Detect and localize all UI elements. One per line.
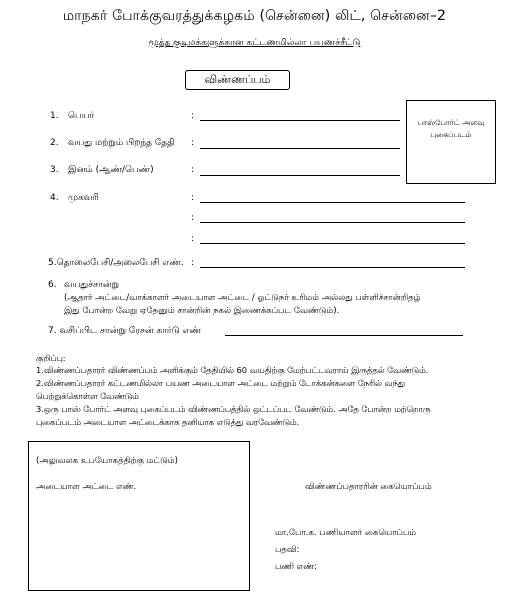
field-6-label: வயதுச்சான்று	[64, 280, 120, 290]
field-2-colon: :	[191, 138, 195, 148]
photo-box-text	[407, 117, 495, 141]
field-4-colon-1: :	[191, 193, 195, 203]
field-1-colon: :	[191, 111, 195, 121]
address-line-2[interactable]	[200, 222, 465, 223]
staff-signature-label: மா.போ.க. பணியாளர் கையொப்பம்	[275, 528, 417, 538]
address-line-1[interactable]	[200, 202, 465, 203]
note-3-line-1: 3.ஒரு பாஸ் போர்ட் அளவு புகைப்படம் விண்ணப்பத்தில் ஒட்டப்பட வேண்டும். அதே போன்ற மற்றொரு	[36, 404, 431, 414]
photo-box-line2: புகைப்படம்	[430, 130, 472, 139]
form-title: விண்ணப்பம்	[204, 73, 271, 86]
phone-input-line[interactable]	[200, 267, 465, 268]
photo-box-line1: பாஸ்போர்ட் அளவு	[417, 118, 485, 127]
field-1-label: பெயர்	[68, 111, 95, 121]
field-4-number: 4.	[50, 193, 59, 203]
ration-card-input-line[interactable]	[225, 335, 463, 336]
applicant-signature-label: விண்ணப்பதாரரின் கையொப்பம்	[305, 482, 432, 492]
field-3-input-line[interactable]	[200, 175, 400, 176]
field-4-colon-2: :	[191, 213, 195, 223]
field-4-colon-3: :	[191, 234, 195, 244]
field-1-number: 1.	[50, 111, 59, 121]
document-title: மாநகர் போக்குவரத்துக்கழகம் (சென்னை) லிட், சென்னை–2	[62, 8, 447, 24]
field-3-label: இனம் (ஆண்/பெண்)	[68, 165, 154, 175]
notes-heading: குறிப்பு:	[36, 353, 66, 363]
designation-label: பதவி:	[275, 545, 300, 555]
office-use-label: (அலுவலக உபயோகத்திற்கு மட்டும்)	[36, 456, 178, 466]
employee-number-label: பணி எண்:	[275, 562, 317, 572]
field-3-colon: :	[191, 165, 195, 175]
field-6-note-line-1: (ஆதார் அட்டை/வாக்காளர் அடையாள அட்டை / ஓட்டுநர் உரிமம் அல்லது பள்ளிச்சான்றிதழ்	[64, 293, 421, 303]
field-5-label: 5.தொலைபேசி/அலைபேசி எண்.	[48, 258, 184, 268]
note-2-line-1: 2.விண்ணப்பதாரர் கட்டணமில்லா பயண அடையாள அட்டை மற்றும் டோக்கன்களை நேரில் வந்து	[36, 378, 405, 388]
note-1: 1.விண்ணப்பதாரர் விண்ணப்பம் அளிக்கும் தேதியில் 60 வயதிற்கு மேற்பட்டவராய் இருத்தல் வேண்டும்.	[36, 365, 429, 375]
field-6-number: 6.	[48, 280, 57, 290]
field-2-input-line[interactable]	[200, 148, 400, 149]
field-1-input-line[interactable]	[200, 120, 400, 121]
note-2-line-2: பெற்றுக்கொள்ள வேண்டும்	[36, 391, 139, 401]
field-3-number: 3.	[50, 165, 59, 175]
note-3-line-2: புகைப்படம் அடையாள அட்டைக்காக தனியாக எடுத்து வரவேண்டும்.	[36, 417, 300, 427]
field-5-colon: :	[191, 258, 195, 268]
address-line-3[interactable]	[200, 243, 465, 244]
field-6-note-line-2: இது போன்ற வேறு ஏதேனும் சான்றின் நகல் இணைக்கப்பட வேண்டும்).	[64, 306, 340, 316]
field-4-label: முகவரி	[68, 193, 99, 203]
document-subtitle: மூத்த குடிமக்களுக்கான கட்டணமில்லா பயணச்சீட்டு	[148, 38, 361, 48]
field-2-number: 2.	[50, 138, 59, 148]
field-2-label: வயது மற்றும் பிறந்த தேதி	[68, 138, 175, 148]
photo-box	[406, 100, 496, 184]
field-7-label: 7. வசிப்பிட சான்று ரேசன் கார்டு எண்	[48, 326, 201, 336]
form-title-box	[185, 70, 290, 90]
id-card-number-label: அடையாள அட்டை எண்.	[36, 482, 137, 492]
